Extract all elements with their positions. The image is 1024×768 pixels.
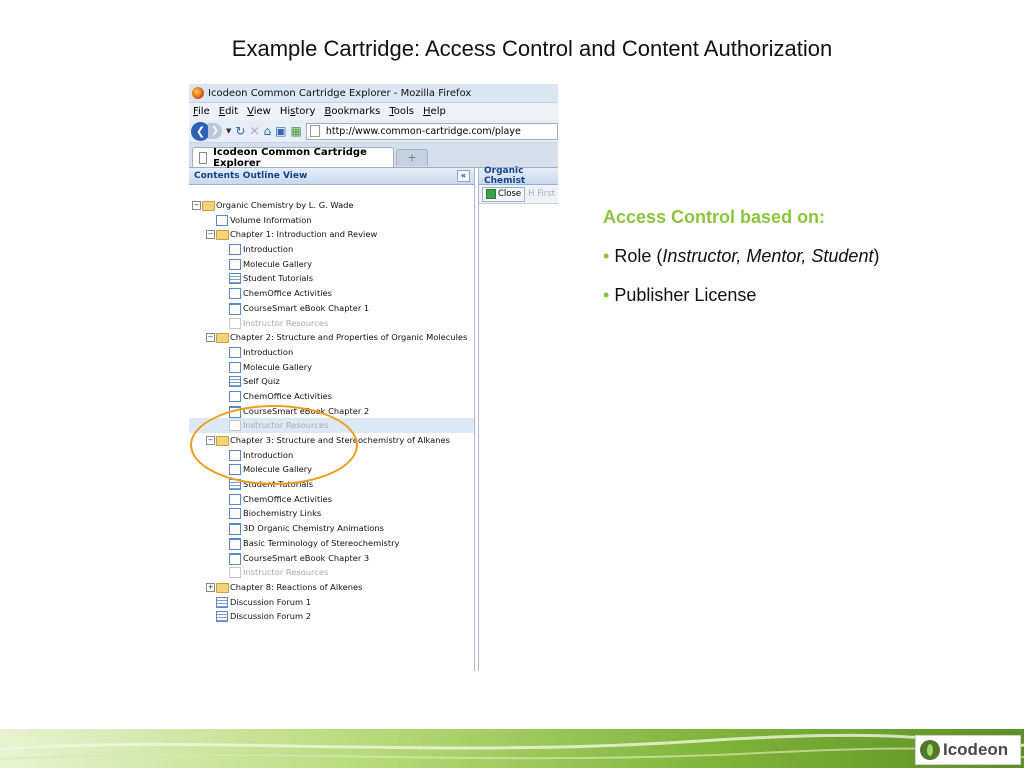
tree-item-label: Basic Terminology of Stereochemistry: [243, 537, 400, 548]
page-icon: [229, 318, 241, 329]
close-icon: [486, 189, 496, 199]
tree-item[interactable]: [189, 506, 474, 521]
window-titlebar: [189, 84, 558, 103]
collapse-panel-button[interactable]: «: [457, 170, 470, 182]
folder-icon: [216, 583, 229, 593]
menu-item[interactable]: Help: [423, 106, 446, 117]
page-icon: [229, 391, 241, 402]
icodeon-logo-text: Icodeon: [943, 740, 1009, 759]
page-icon: [199, 152, 207, 164]
tree-item[interactable]: [189, 521, 474, 536]
browser-window: [189, 84, 558, 671]
bookmark-icon[interactable]: ▣: [275, 124, 287, 138]
tree-item-label: ChemOffice Activities: [243, 390, 332, 401]
collapse-icon[interactable]: −: [193, 201, 200, 209]
url-text: http://www.common-cartridge.com/playe: [325, 125, 521, 137]
page-icon: [229, 553, 241, 565]
tree-item-label: Introduction: [243, 244, 294, 255]
list-page-icon: [216, 597, 228, 608]
tree-folder[interactable]: [189, 580, 474, 595]
page-icon: [229, 347, 241, 358]
role-list: Instructor, Mentor, Student: [662, 246, 874, 266]
collapse-icon[interactable]: −: [207, 333, 214, 342]
dropdown-arrow-icon[interactable]: ▼: [226, 127, 232, 135]
stop-icon[interactable]: ✕: [249, 124, 260, 138]
tree-item[interactable]: [189, 257, 474, 272]
tree-item-label: Chapter 3: Structure and Stereochemistry of Alkanes: [230, 435, 450, 445]
tab-explorer[interactable]: [192, 147, 394, 167]
tree-item-label: Volume Information: [230, 214, 312, 225]
tree-item-label: Instructor Resources: [243, 567, 329, 578]
tree-item[interactable]: [189, 609, 474, 624]
tree-item[interactable]: [189, 536, 474, 551]
tree-item-label: Chapter 2: Structure and Properties of Organic Molecules: [230, 332, 468, 343]
new-tab-button[interactable]: +: [396, 149, 428, 166]
footer-decoration: [0, 729, 1024, 768]
forward-arrow-icon[interactable]: ❯: [208, 123, 222, 139]
menu-item[interactable]: Bookmarks: [324, 106, 381, 117]
window-title: Icodeon Common Cartridge Explorer - Mozilla Firefox: [208, 87, 472, 99]
folder-icon: [216, 333, 229, 343]
page-icon: [229, 362, 241, 373]
tree-item-label: CourseSmart eBook Chapter 1: [243, 302, 370, 313]
content-viewer-header: [479, 168, 558, 185]
bullet-dot: •: [603, 285, 610, 305]
tree-item-label: ChemOffice Activities: [243, 288, 332, 299]
expand-icon[interactable]: +: [207, 582, 214, 591]
list-page-icon: [216, 611, 228, 622]
menu-item[interactable]: History: [279, 106, 316, 117]
tree-item[interactable]: [189, 360, 474, 375]
collapse-icon[interactable]: −: [207, 436, 214, 444]
page-icon: [229, 259, 241, 270]
contents-outline-title: Contents Outline View: [194, 171, 308, 181]
tree-item[interactable]: [189, 301, 474, 316]
page-icon: [216, 215, 228, 226]
page-icon: [229, 508, 241, 519]
url-bar[interactable]: [306, 123, 558, 140]
close-label: Close: [498, 189, 522, 199]
tree-item-label: CourseSmart eBook Chapter 3: [243, 552, 370, 563]
tree-item-label: ChemOffice Activities: [243, 493, 332, 504]
page-icon: [229, 244, 241, 255]
tree-item-label: Chapter 8: Reactions of Alkenes: [230, 581, 363, 592]
folder-icon: [202, 201, 215, 211]
slide-title: Example Cartridge: Access Control and Content Authorization: [231, 36, 833, 61]
contents-outline-header: [189, 168, 474, 185]
bullet-license: [603, 285, 879, 306]
content-viewer-title: Organic Chemist: [484, 166, 526, 186]
tree-item[interactable]: [189, 316, 474, 331]
home-icon[interactable]: ⌂: [263, 124, 272, 138]
tree-item-label: Student Tutorials: [243, 273, 314, 284]
tab-bar: [189, 143, 558, 168]
tree-item-label: Molecule Gallery: [243, 361, 313, 372]
tree-item-label: 3D Organic Chemistry Animations: [243, 523, 384, 534]
page-icon: [229, 538, 241, 550]
collapse-icon[interactable]: −: [207, 230, 214, 239]
tree-item-label: Molecule Gallery: [243, 464, 313, 475]
role-suffix: ): [873, 246, 880, 266]
back-arrow-icon[interactable]: ❮: [191, 122, 210, 141]
menu-item[interactable]: Tools: [389, 106, 415, 117]
tree-item-label: Biochemistry Links: [243, 508, 322, 519]
page-icon: [229, 494, 241, 505]
icodeon-logo-icon: [920, 740, 940, 760]
page-icon: [310, 125, 320, 137]
tree-item-label: Student Tutorials: [243, 479, 314, 490]
tree-item[interactable]: [189, 242, 474, 257]
tree-item[interactable]: [189, 595, 474, 610]
menu-item[interactable]: File: [193, 106, 210, 117]
reload-icon[interactable]: ↻: [235, 124, 246, 138]
first-button[interactable]: H First: [528, 189, 556, 199]
tree-item-label: Self Quiz: [243, 376, 280, 387]
tree-item-label: Discussion Forum 2: [230, 611, 311, 622]
tree-item-label: Molecule Gallery: [243, 258, 313, 269]
page-icon: [229, 288, 241, 299]
page-icon: [229, 567, 241, 578]
menu-item[interactable]: View: [247, 106, 271, 117]
page-icon: [229, 303, 241, 315]
access-control-notes: [603, 207, 879, 324]
tree-item[interactable]: [189, 389, 474, 404]
tree-folder[interactable]: [189, 227, 474, 242]
close-button[interactable]: [482, 187, 525, 202]
tree-item[interactable]: [189, 213, 474, 228]
tree-item-label: Introduction: [243, 449, 294, 460]
tree-item-label: Introduction: [243, 346, 294, 357]
tree-item-label: Instructor Resources: [243, 420, 329, 431]
list-page-icon: [229, 273, 241, 284]
access-control-heading: Access Control based on:: [603, 207, 826, 227]
list-page-icon: [229, 376, 241, 387]
role-prefix: Role (: [614, 246, 663, 266]
bullet-role: [603, 246, 879, 267]
tree-item[interactable]: [189, 345, 474, 360]
menu-item[interactable]: Edit: [218, 106, 239, 117]
tree-item[interactable]: [189, 286, 474, 301]
tree-item[interactable]: [189, 492, 474, 507]
folder-icon: [216, 230, 229, 240]
tree-folder[interactable]: [189, 330, 474, 345]
addon-icon[interactable]: ▦: [290, 124, 302, 138]
firefox-icon: [192, 87, 204, 99]
tree-item[interactable]: [189, 271, 474, 286]
tree-item-label: Instructor Resources: [243, 317, 329, 328]
tree-folder[interactable]: [189, 198, 474, 213]
bullet-dot: •: [603, 246, 610, 266]
tree-item[interactable]: [189, 551, 474, 566]
navigation-toolbar: [189, 120, 558, 143]
license-text: Publisher License: [614, 285, 757, 305]
content-viewer-pane: [478, 168, 558, 671]
menu-bar: [189, 103, 558, 120]
tree-item-label: Discussion Forum 1: [230, 596, 311, 607]
tree-item[interactable]: [189, 565, 474, 580]
tree-item-label: Organic Chemistry by L. G. Wade: [216, 200, 354, 210]
page-icon: [229, 523, 241, 535]
tree-item-label: Chapter 1: Introduction and Review: [230, 229, 378, 240]
highlight-annotation: [190, 405, 358, 485]
tree-item-label: CourseSmart eBook Chapter 2: [243, 405, 370, 416]
tab-label: Icodeon Common Cartridge Explorer: [213, 146, 367, 169]
icodeon-logo: [915, 735, 1021, 765]
content-viewer-toolbar: [479, 185, 558, 204]
tree-item[interactable]: [189, 374, 474, 389]
